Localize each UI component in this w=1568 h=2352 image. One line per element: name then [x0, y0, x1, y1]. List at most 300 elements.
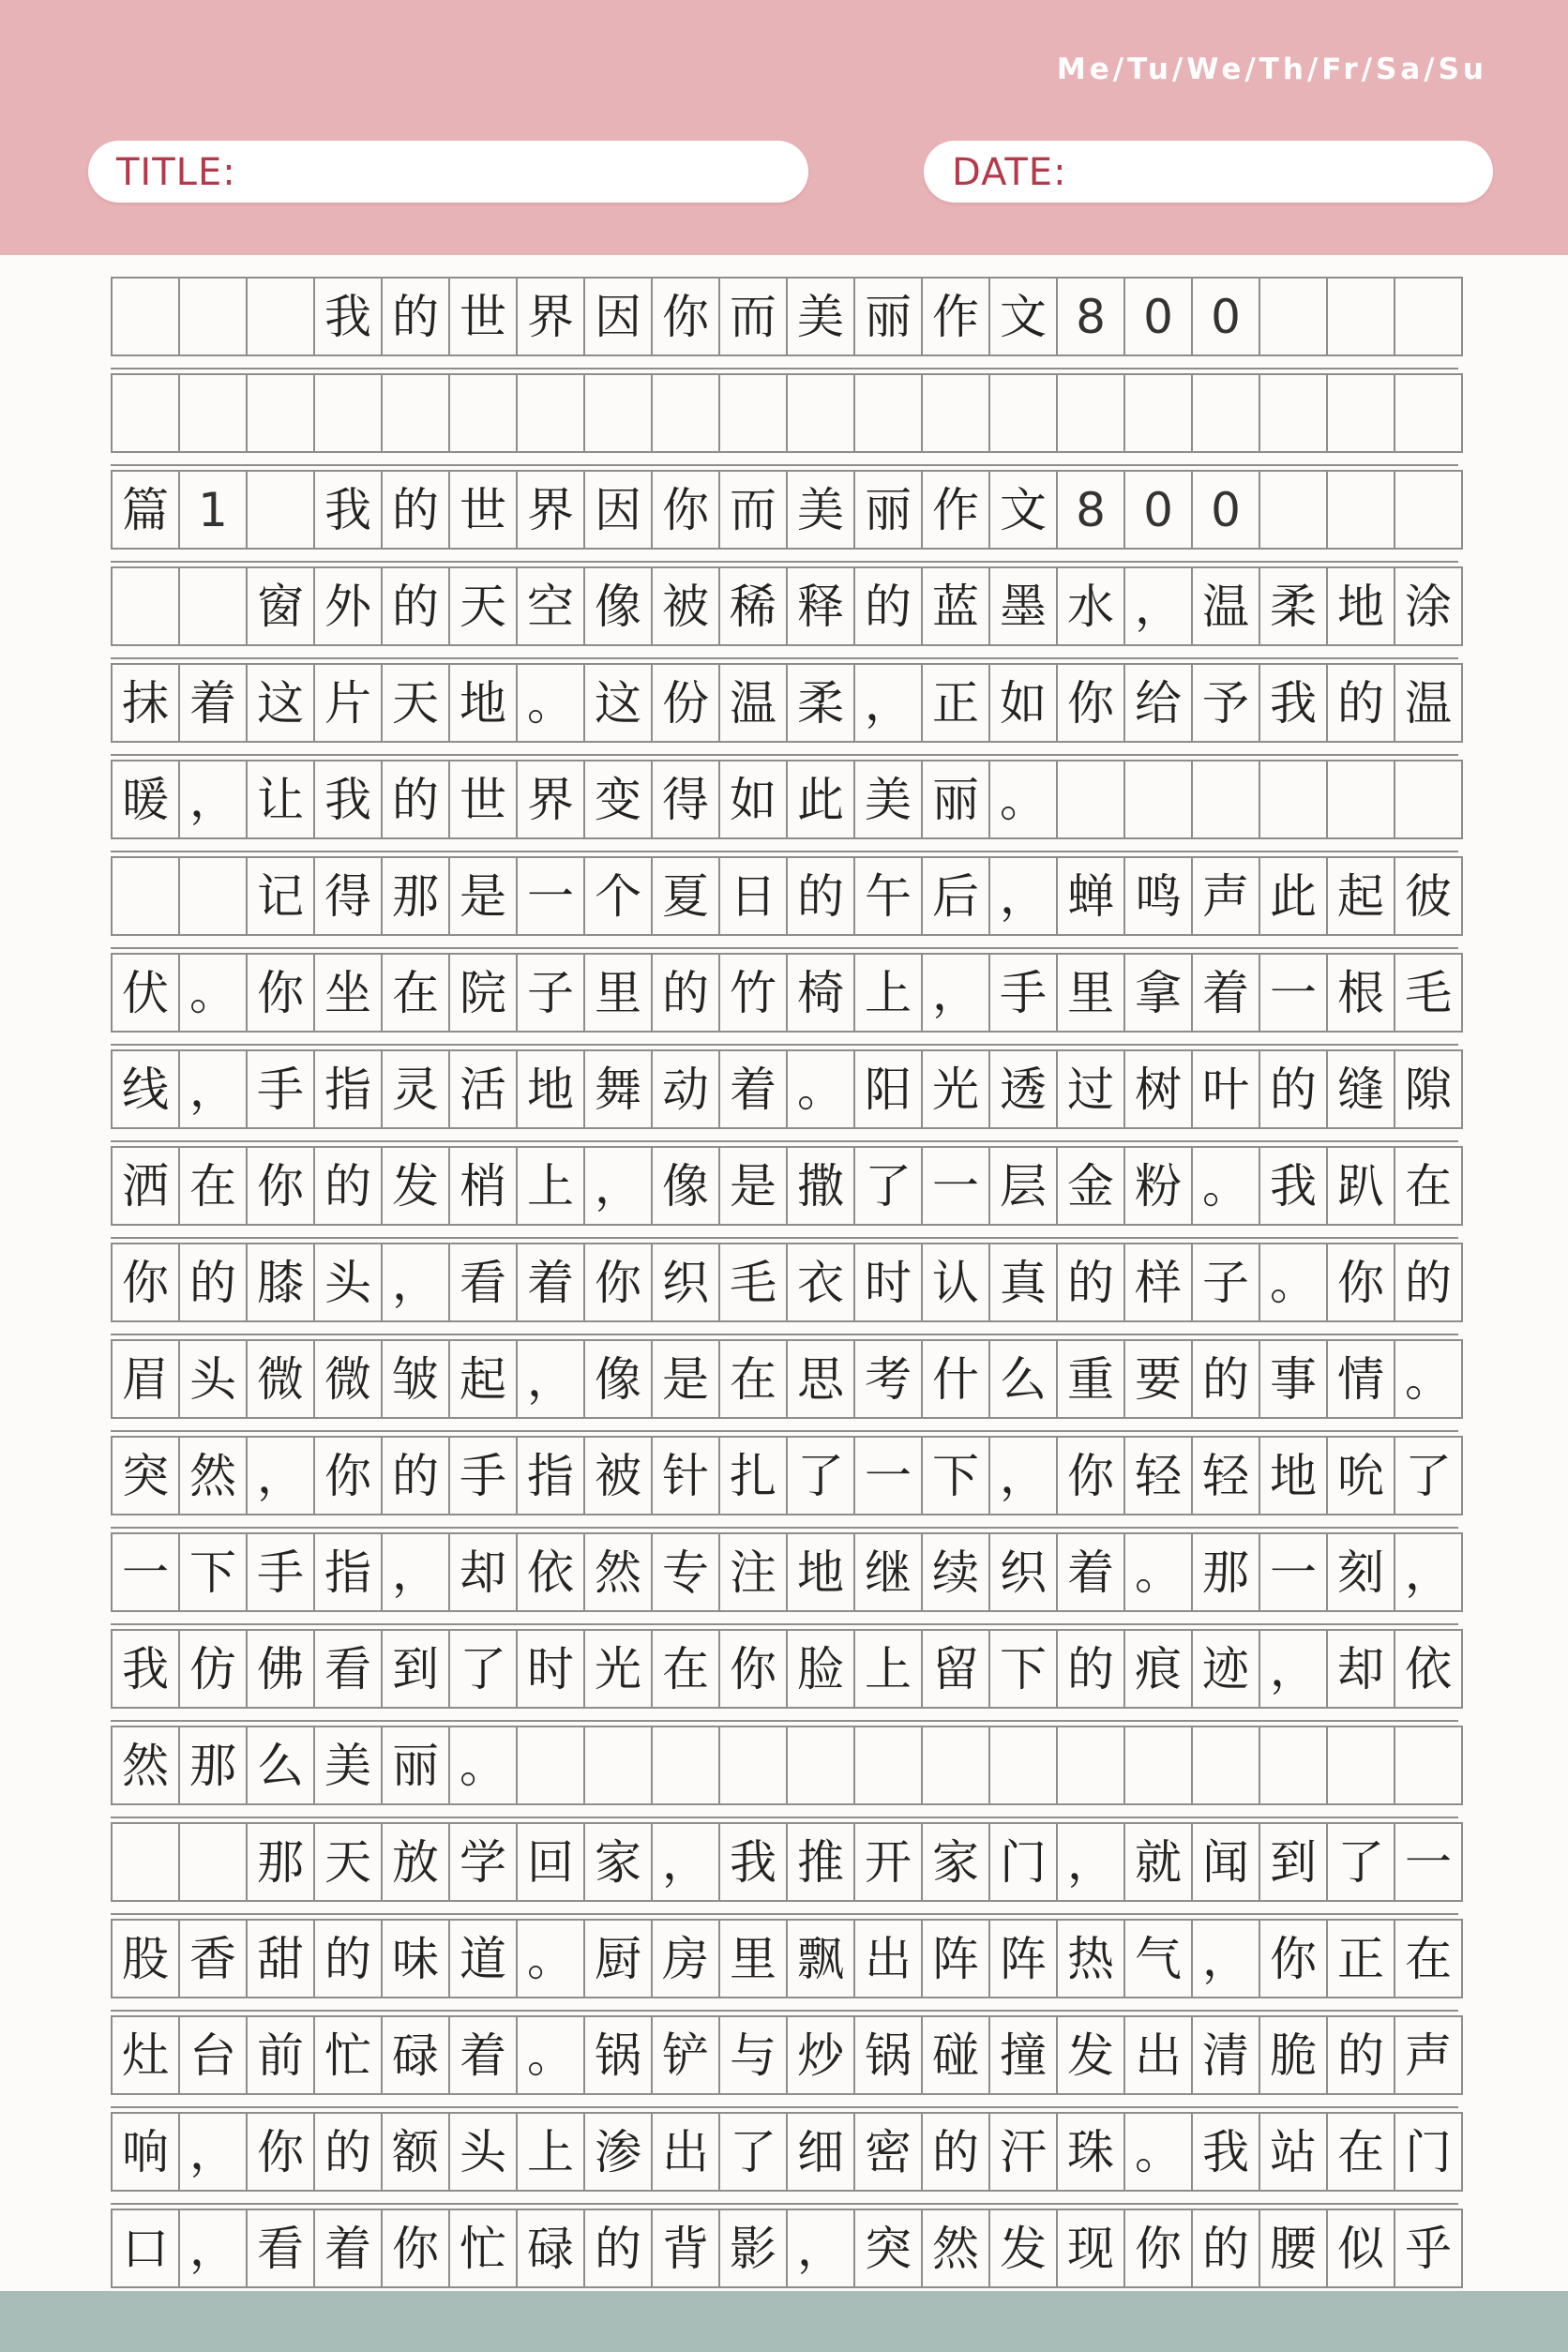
- grid-cell: 指: [315, 1051, 383, 1127]
- grid-cell: 空: [518, 568, 585, 644]
- grid-cell: 如: [720, 761, 788, 837]
- grid-cell: 轻: [1125, 1438, 1193, 1514]
- grid-cell: 。: [1125, 1534, 1193, 1610]
- grid-cell: 此: [1260, 858, 1328, 934]
- grid-cell: 的: [383, 472, 450, 548]
- grid-cells: [111, 760, 1463, 839]
- grid-cell: 天: [383, 665, 450, 741]
- grid-cell: 清: [1193, 2017, 1260, 2093]
- grid-cell: 。: [990, 761, 1058, 837]
- grid-cell: 阵: [923, 1921, 990, 1997]
- grid-cell: 的: [1193, 1341, 1260, 1417]
- grid-cell: [1328, 472, 1395, 548]
- grid-cell: ，: [1193, 1921, 1260, 1997]
- grid-cell: 毛: [720, 1244, 788, 1320]
- grid-cell: 。: [518, 2017, 585, 2093]
- grid-cell: 得: [653, 761, 720, 837]
- writing-grid: [111, 277, 1458, 2305]
- grid-cell: [180, 858, 248, 934]
- grid-cell: 着: [1058, 1534, 1125, 1610]
- grid-cell: 我: [1260, 1148, 1328, 1224]
- grid-cell: 衣: [788, 1244, 855, 1320]
- grid-cell: 的: [383, 568, 450, 644]
- grid-cell: 我: [720, 1824, 788, 1900]
- grid-cell: 扎: [720, 1438, 788, 1514]
- grid-cell: 。: [180, 955, 248, 1031]
- grid-cell: 天: [315, 1824, 383, 1900]
- grid-cell: 。: [1260, 1244, 1328, 1320]
- grid-cells: [111, 1629, 1463, 1709]
- grid-cell: 拿: [1125, 955, 1193, 1031]
- grid-cell: 你: [315, 1438, 383, 1514]
- grid-cell: [1328, 279, 1395, 354]
- grid-cell: ，: [383, 1534, 450, 1610]
- grid-cell: 炒: [788, 2017, 855, 2093]
- grid-cell: [113, 568, 180, 644]
- grid-cell: 稀: [720, 568, 788, 644]
- grid-cell: 上: [855, 1631, 923, 1707]
- grid-cell: 我: [1260, 665, 1328, 741]
- row-gap: [111, 2095, 1458, 2108]
- row-gap: [111, 1515, 1458, 1529]
- grid-cell: 像: [585, 568, 653, 644]
- grid-cell: [1395, 1727, 1463, 1803]
- grid-cell: 时: [518, 1631, 585, 1707]
- grid-cell: 推: [788, 1824, 855, 1900]
- grid-cell: 思: [788, 1341, 855, 1417]
- grid-cell: 皱: [383, 1341, 450, 1417]
- grid-cell: 看: [248, 2210, 315, 2286]
- grid-cell: [585, 375, 653, 451]
- grid-cell: 一: [1260, 1534, 1328, 1610]
- grid-cell: 隙: [1395, 1051, 1463, 1127]
- grid-cell: 微: [248, 1341, 315, 1417]
- grid-cell: 铲: [653, 2017, 720, 2093]
- grid-cells: [111, 953, 1463, 1033]
- grid-cell: 着: [450, 2017, 518, 2093]
- grid-cell: 你: [720, 1631, 788, 1707]
- grid-cell: 撞: [990, 2017, 1058, 2093]
- grid-cell: 像: [585, 1341, 653, 1417]
- row-gap: [111, 1419, 1458, 1432]
- grid-cell: 里: [720, 1921, 788, 1997]
- grid-cell: 光: [585, 1631, 653, 1707]
- grid-cell: 予: [1193, 665, 1260, 741]
- grid-cell: 在: [1395, 1921, 1463, 1997]
- grid-cell: 然: [113, 1727, 180, 1803]
- grid-cell: [1058, 375, 1125, 451]
- grid-cell: [1260, 279, 1328, 354]
- grid-cell: 椅: [788, 955, 855, 1031]
- grid-cell: 让: [248, 761, 315, 837]
- grid-cell: 彼: [1395, 858, 1463, 934]
- grid-cell: 撒: [788, 1148, 855, 1224]
- grid-cell: 着: [315, 2210, 383, 2286]
- grid-cells: [111, 1726, 1463, 1805]
- grid-cell: 碌: [518, 2210, 585, 2286]
- grid-cell: 重: [1058, 1341, 1125, 1417]
- grid-cell: 针: [653, 1438, 720, 1514]
- grid-cell: 而: [720, 279, 788, 354]
- grid-cell: 味: [383, 1921, 450, 1997]
- grid-cell: 美: [315, 1727, 383, 1803]
- row-gap: [111, 356, 1458, 369]
- grid-cell: [1260, 761, 1328, 837]
- grid-cell: 然: [585, 1534, 653, 1610]
- grid-cell: 的: [383, 761, 450, 837]
- grid-cell: 在: [1395, 1148, 1463, 1224]
- grid-cell: 专: [653, 1534, 720, 1610]
- grid-cell: 我: [1193, 2114, 1260, 2190]
- grid-cell: 门: [990, 1824, 1058, 1900]
- grid-cell: 放: [383, 1824, 450, 1900]
- grid-cell: 珠: [1058, 2114, 1125, 2190]
- grid-cell: 墨: [990, 568, 1058, 644]
- grid-cell: 1: [180, 472, 248, 548]
- grid-cell: ，: [1058, 1824, 1125, 1900]
- date-field[interactable]: [924, 141, 1493, 203]
- grid-cell: 份: [653, 665, 720, 741]
- grid-cell: [1328, 1727, 1395, 1803]
- grid-cell: 的: [180, 1244, 248, 1320]
- grid-cell: 真: [990, 1244, 1058, 1320]
- grid-cell: 的: [1328, 665, 1395, 741]
- grid-cell: 一: [113, 1534, 180, 1610]
- grid-cell: 渗: [585, 2114, 653, 2190]
- grid-cells: [111, 1243, 1463, 1322]
- grid-cell: [788, 375, 855, 451]
- grid-cell: 丽: [855, 472, 923, 548]
- grid-cell: 如: [990, 665, 1058, 741]
- grid-cell: 抹: [113, 665, 180, 741]
- grid-row: [111, 470, 1458, 566]
- grid-cell: [1193, 1727, 1260, 1803]
- grid-cell: [113, 279, 180, 354]
- grid-cell: [855, 1727, 923, 1803]
- grid-cell: 伏: [113, 955, 180, 1031]
- grid-cell: 迹: [1193, 1631, 1260, 1707]
- grid-row: [111, 1629, 1458, 1726]
- grid-cell: 你: [1125, 2210, 1193, 2286]
- grid-cell: 我: [315, 279, 383, 354]
- grid-cell: 膝: [248, 1244, 315, 1320]
- row-gap: [111, 1226, 1458, 1239]
- grid-cell: ，: [180, 1051, 248, 1127]
- grid-cell: 背: [653, 2210, 720, 2286]
- grid-cell: 0: [1193, 279, 1260, 354]
- grid-cells: [111, 1822, 1463, 1902]
- grid-cells: [111, 470, 1463, 550]
- grid-cell: 竹: [720, 955, 788, 1031]
- grid-cell: 前: [248, 2017, 315, 2093]
- grid-cell: 的: [383, 1438, 450, 1514]
- grid-cell: 看: [315, 1631, 383, 1707]
- grid-cell: 一: [1260, 955, 1328, 1031]
- grid-cell: 变: [585, 761, 653, 837]
- row-gap: [111, 646, 1458, 659]
- grid-cell: 发: [1058, 2017, 1125, 2093]
- grid-cell: 的: [855, 568, 923, 644]
- grid-cell: 仿: [180, 1631, 248, 1707]
- grid-cell: 碰: [923, 2017, 990, 2093]
- grid-cell: 给: [1125, 665, 1193, 741]
- grid-cell: 动: [653, 1051, 720, 1127]
- grid-cell: 手: [248, 1534, 315, 1610]
- grid-cell: 温: [720, 665, 788, 741]
- grid-cell: 腰: [1260, 2210, 1328, 2286]
- grid-cell: 家: [585, 1824, 653, 1900]
- grid-cell: 蝉: [1058, 858, 1125, 934]
- grid-row: [111, 566, 1458, 663]
- grid-cell: 文: [990, 279, 1058, 354]
- grid-cell: [788, 1727, 855, 1803]
- grid-cell: 下: [923, 1438, 990, 1514]
- row-gap: [111, 1709, 1458, 1722]
- grid-cell: ，: [180, 2114, 248, 2190]
- grid-cell: 刻: [1328, 1534, 1395, 1610]
- grid-cell: 片: [315, 665, 383, 741]
- grid-cell: 因: [585, 472, 653, 548]
- grid-cell: [1395, 761, 1463, 837]
- grid-cell: [1125, 761, 1193, 837]
- grid-cell: 你: [1328, 1244, 1395, 1320]
- grid-cell: 声: [1193, 858, 1260, 934]
- grid-row: [111, 2015, 1458, 2112]
- grid-cell: 地: [518, 1051, 585, 1127]
- grid-cell: 情: [1328, 1341, 1395, 1417]
- grid-cell: 现: [1058, 2210, 1125, 2286]
- grid-cells: [111, 2112, 1463, 2192]
- grid-cell: ，: [923, 955, 990, 1031]
- grid-cell: 那: [180, 1727, 248, 1803]
- grid-cell: 依: [518, 1534, 585, 1610]
- grid-cell: 一: [855, 1438, 923, 1514]
- grid-cell: 出: [855, 1921, 923, 1997]
- grid-row: [111, 373, 1458, 470]
- grid-row: [111, 1919, 1458, 2015]
- grid-cell: [315, 375, 383, 451]
- grid-cell: 像: [653, 1148, 720, 1224]
- grid-cell: [1328, 761, 1395, 837]
- grid-cell: 天: [450, 568, 518, 644]
- grid-cell: [923, 1727, 990, 1803]
- grid-cell: 忙: [315, 2017, 383, 2093]
- grid-cell: 股: [113, 1921, 180, 1997]
- grid-cell: 着: [180, 665, 248, 741]
- grid-cell: 在: [180, 1148, 248, 1224]
- grid-cell: 的: [1395, 1244, 1463, 1320]
- grid-cell: 考: [855, 1341, 923, 1417]
- grid-cell: [248, 375, 315, 451]
- grid-cell: [720, 375, 788, 451]
- grid-cells: [111, 856, 1463, 936]
- row-gap: [111, 453, 1458, 466]
- grid-cell: 在: [720, 1341, 788, 1417]
- grid-cell: 美: [788, 279, 855, 354]
- grid-cell: 开: [855, 1824, 923, 1900]
- grid-cell: 眉: [113, 1341, 180, 1417]
- grid-cell: 后: [923, 858, 990, 934]
- grid-cell: 界: [518, 761, 585, 837]
- grid-cell: 了: [855, 1148, 923, 1224]
- grid-cell: 轻: [1193, 1438, 1260, 1514]
- grid-cells: [111, 1919, 1463, 1998]
- grid-cell: 手: [990, 955, 1058, 1031]
- grid-cell: 突: [113, 1438, 180, 1514]
- grid-cell: 梢: [450, 1148, 518, 1224]
- grid-cells: [111, 566, 1463, 646]
- grid-cell: 飘: [788, 1921, 855, 1997]
- grid-cell: 我: [315, 761, 383, 837]
- grid-cells: [111, 1146, 1463, 1226]
- grid-cell: 丽: [923, 761, 990, 837]
- grid-cell: [923, 375, 990, 451]
- grid-cell: [990, 375, 1058, 451]
- grid-cells: [111, 2015, 1463, 2095]
- grid-cell: 层: [990, 1148, 1058, 1224]
- grid-cell: 依: [1395, 1631, 1463, 1707]
- grid-cell: 灵: [383, 1051, 450, 1127]
- grid-cell: 美: [788, 472, 855, 548]
- grid-cell: 留: [923, 1631, 990, 1707]
- grid-cell: [1193, 761, 1260, 837]
- row-gap: [111, 2192, 1458, 2205]
- grid-cell: 粉: [1125, 1148, 1193, 1224]
- grid-row: [111, 1339, 1458, 1436]
- title-field[interactable]: [88, 141, 808, 203]
- grid-cell: 那: [1193, 1534, 1260, 1610]
- grid-cell: 汗: [990, 2114, 1058, 2190]
- grid-cell: 台: [180, 2017, 248, 2093]
- grid-cell: 房: [653, 1921, 720, 1997]
- grid-cell: 样: [1125, 1244, 1193, 1320]
- grid-cell: 头: [315, 1244, 383, 1320]
- grid-cell: 你: [585, 1244, 653, 1320]
- grid-cell: 我: [315, 472, 383, 548]
- grid-row: [111, 277, 1458, 373]
- grid-cell: 的: [1193, 2210, 1260, 2286]
- grid-cell: 夏: [653, 858, 720, 934]
- grid-cell: 回: [518, 1824, 585, 1900]
- grid-cell: 道: [450, 1921, 518, 1997]
- grid-cell: 什: [923, 1341, 990, 1417]
- grid-cell: 正: [923, 665, 990, 741]
- date-label: DATE:: [952, 151, 1067, 194]
- grid-cell: 。: [450, 1727, 518, 1803]
- grid-cell: [450, 375, 518, 451]
- grid-cell: 的: [383, 279, 450, 354]
- grid-cell: [653, 375, 720, 451]
- grid-cell: 这: [585, 665, 653, 741]
- grid-cell: 你: [248, 1148, 315, 1224]
- grid-cell: 你: [383, 2210, 450, 2286]
- grid-cell: [855, 375, 923, 451]
- grid-cell: 的: [585, 2210, 653, 2286]
- grid-cell: 了: [720, 2114, 788, 2190]
- grid-cell: 上: [518, 1148, 585, 1224]
- grid-cell: 窗: [248, 568, 315, 644]
- grid-cell: 上: [518, 2114, 585, 2190]
- grid-cell: [180, 1824, 248, 1900]
- grid-cell: 的: [315, 1148, 383, 1224]
- grid-cell: 指: [315, 1534, 383, 1610]
- grid-cell: 脸: [788, 1631, 855, 1707]
- grid-cell: 似: [1328, 2210, 1395, 2286]
- grid-cell: 地: [1260, 1438, 1328, 1514]
- grid-cells: [111, 1436, 1463, 1515]
- grid-cell: 这: [248, 665, 315, 741]
- grid-cell: 佛: [248, 1631, 315, 1707]
- grid-cell: 你: [1058, 1438, 1125, 1514]
- grid-cell: 就: [1125, 1824, 1193, 1900]
- grid-row: [111, 1049, 1458, 1146]
- grid-cell: [518, 1727, 585, 1803]
- grid-cell: 过: [1058, 1051, 1125, 1127]
- grid-cell: 活: [450, 1051, 518, 1127]
- grid-cell: 世: [450, 761, 518, 837]
- grid-cell: 的: [1260, 1051, 1328, 1127]
- grid-cell: 被: [585, 1438, 653, 1514]
- grid-cell: 温: [1193, 568, 1260, 644]
- grid-cell: 因: [585, 279, 653, 354]
- grid-cell: 然: [923, 2210, 990, 2286]
- grid-cell: 那: [248, 1824, 315, 1900]
- grid-cells: [111, 663, 1463, 743]
- grid-cell: ，: [1260, 1631, 1328, 1707]
- grid-cell: 8: [1058, 472, 1125, 548]
- grid-cell: 是: [653, 1341, 720, 1417]
- grid-cell: ，: [180, 761, 248, 837]
- grid-cell: 午: [855, 858, 923, 934]
- grid-cell: 微: [315, 1341, 383, 1417]
- grid-cell: ，: [383, 1244, 450, 1320]
- row-gap: [111, 1902, 1458, 1915]
- grid-cell: [180, 279, 248, 354]
- grid-cell: 涂: [1395, 568, 1463, 644]
- grid-cell: [1328, 375, 1395, 451]
- grid-cell: 你: [653, 279, 720, 354]
- grid-cell: 着: [518, 1244, 585, 1320]
- grid-cell: 到: [383, 1631, 450, 1707]
- grid-cell: 口: [113, 2210, 180, 2286]
- grid-cell: ，: [180, 2210, 248, 2286]
- grid-cell: 下: [180, 1534, 248, 1610]
- grid-cell: 里: [1058, 955, 1125, 1031]
- grid-cell: 蓝: [923, 568, 990, 644]
- grid-cell: 么: [248, 1727, 315, 1803]
- weekday-selector[interactable]: Me/Tu/We/Th/Fr/Sa/Su: [1056, 53, 1487, 86]
- grid-cell: 一: [518, 858, 585, 934]
- grid-cell: 线: [113, 1051, 180, 1127]
- grid-cell: 头: [180, 1341, 248, 1417]
- grid-cell: 子: [518, 955, 585, 1031]
- grid-cell: 一: [1395, 1824, 1463, 1900]
- grid-cell: [180, 568, 248, 644]
- grid-cell: [1395, 472, 1463, 548]
- grid-cell: 美: [855, 761, 923, 837]
- grid-cell: ，: [518, 1341, 585, 1417]
- grid-cell: 站: [1260, 2114, 1328, 2190]
- grid-cell: 门: [1395, 2114, 1463, 2190]
- grid-row: [111, 1436, 1458, 1532]
- grid-row: [111, 1822, 1458, 1919]
- grid-cell: [1260, 1727, 1328, 1803]
- grid-cell: 在: [653, 1631, 720, 1707]
- grid-cell: 细: [788, 2114, 855, 2190]
- grid-cell: 乎: [1395, 2210, 1463, 2286]
- grid-cell: 。: [1395, 1341, 1463, 1417]
- grid-cell: 毛: [1395, 955, 1463, 1031]
